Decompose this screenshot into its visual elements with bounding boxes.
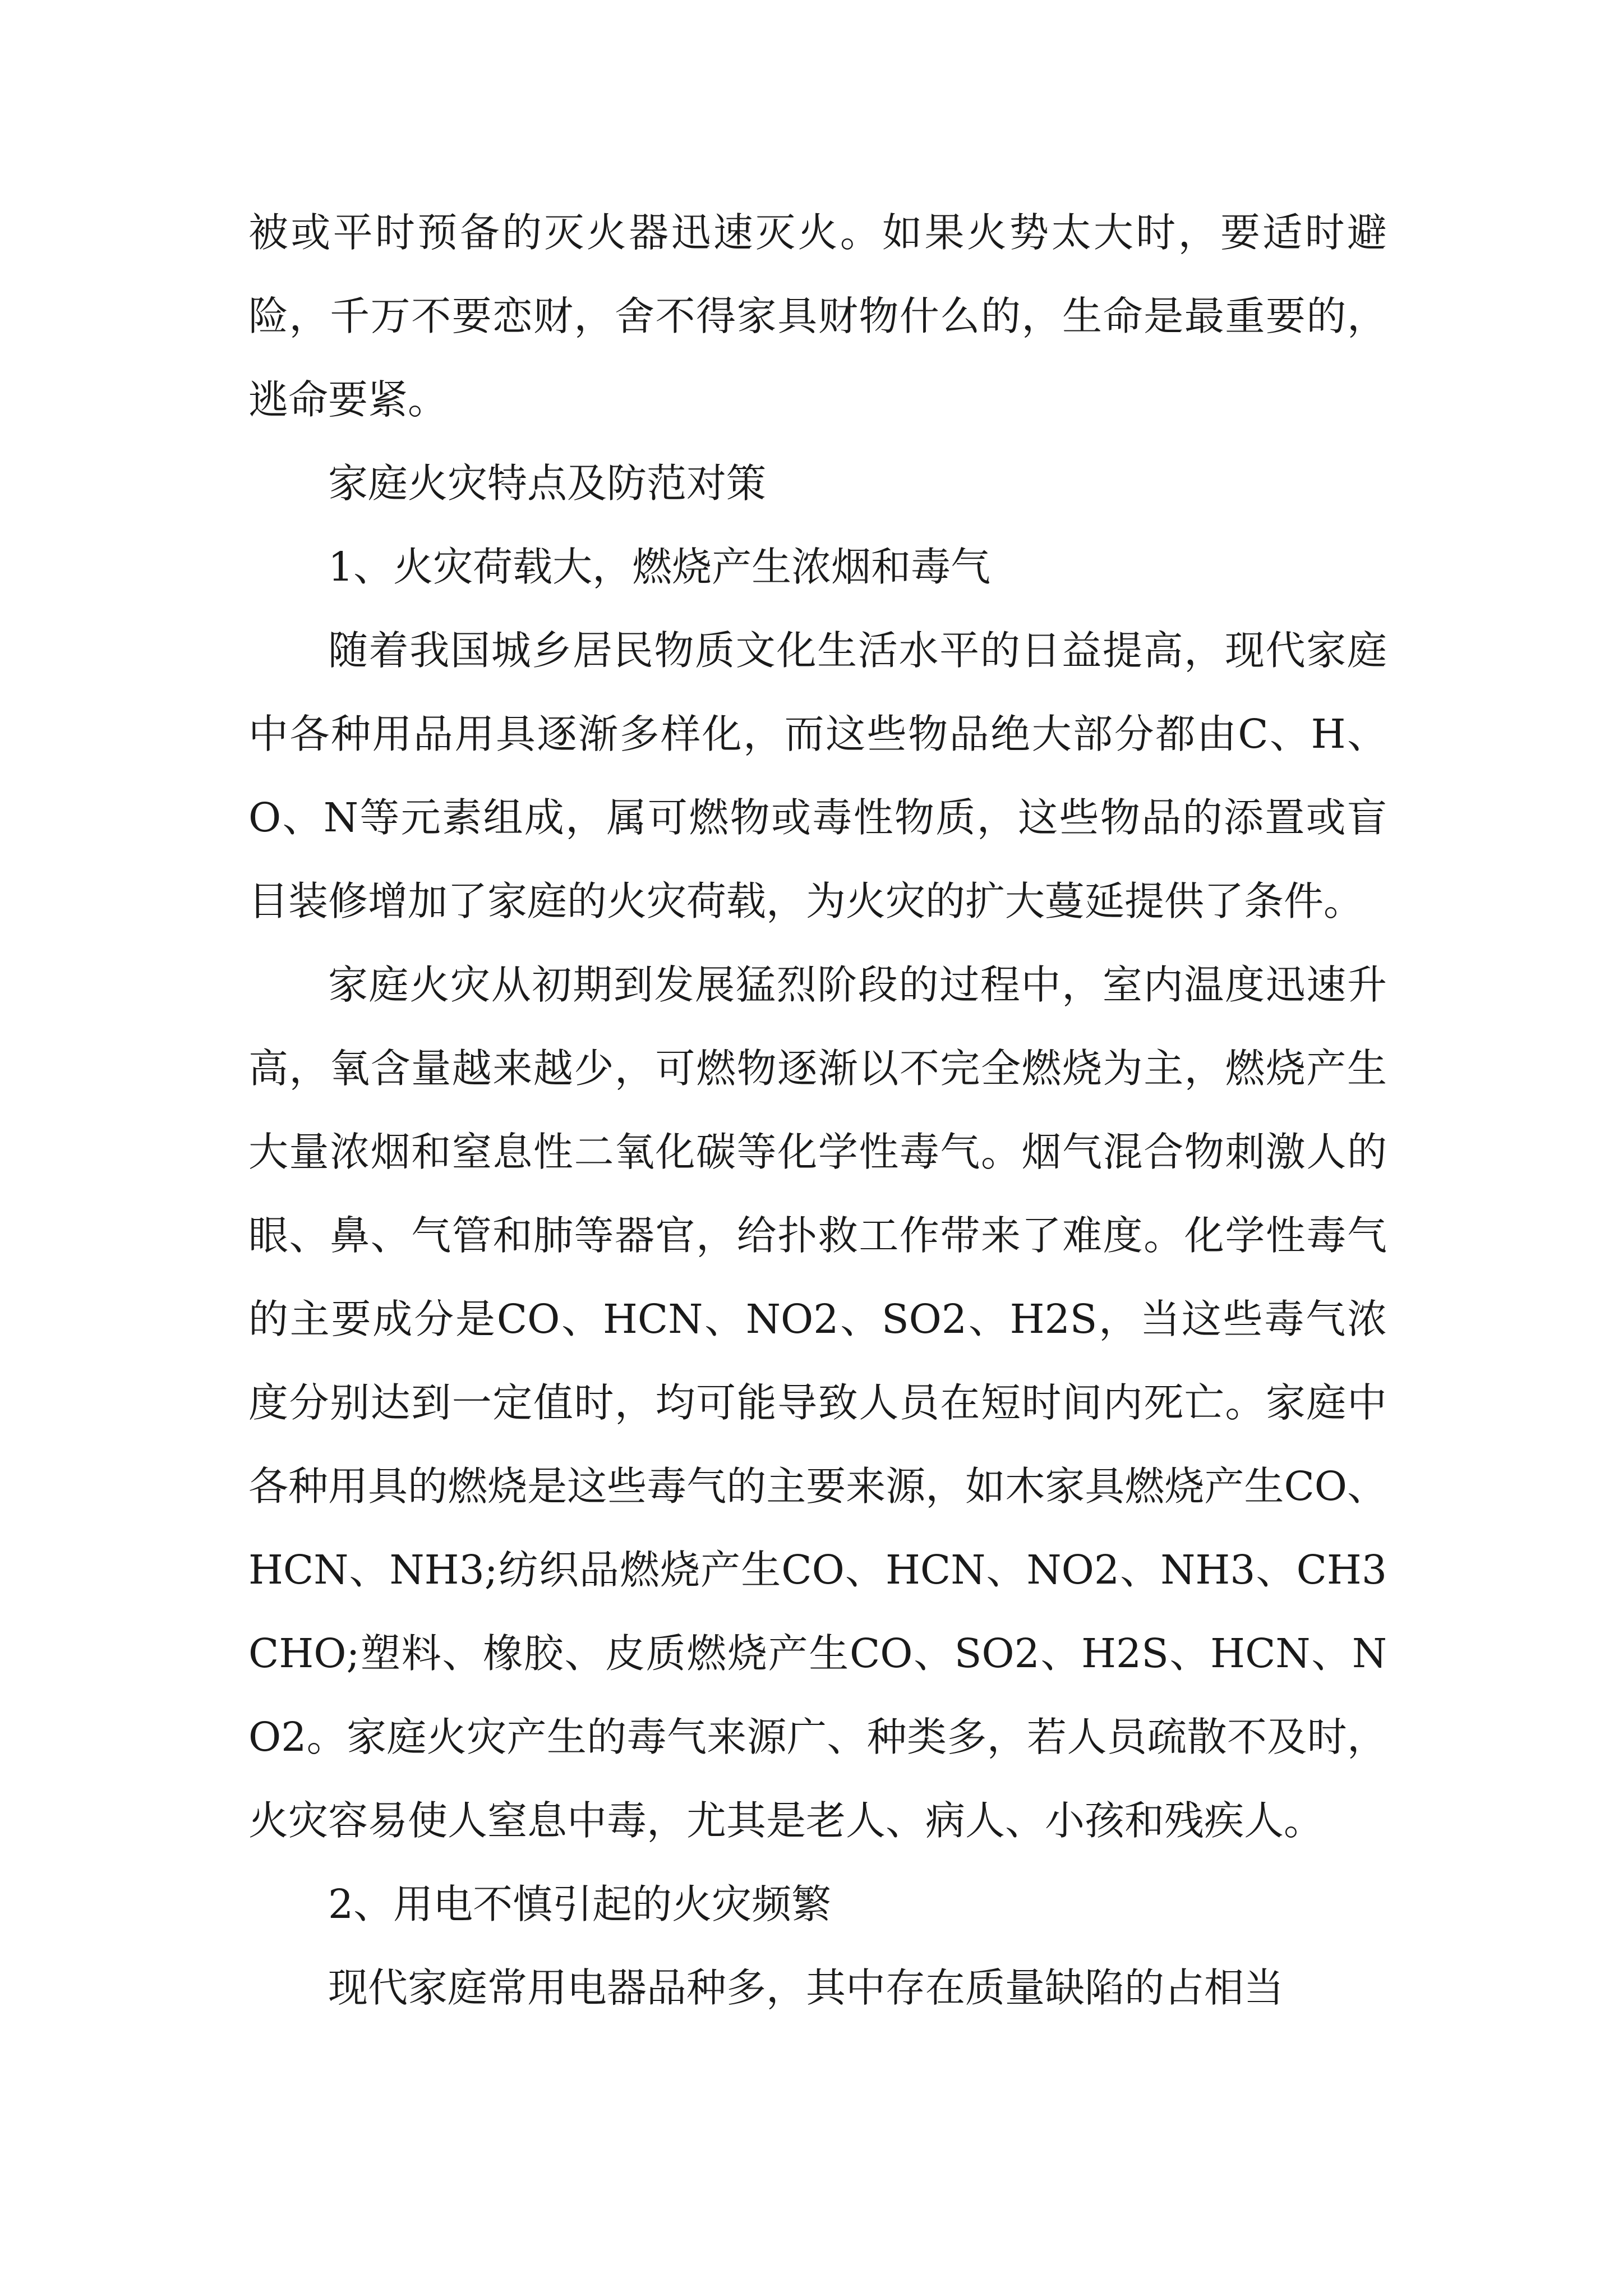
document-body [248, 191, 1387, 2030]
subheading-2: 2、用电不慎引起的火灾频繁 [328, 1881, 832, 1927]
section-heading: 家庭火灾特点及防范对策 [328, 460, 767, 507]
paragraph-continuation: 被或平时预备的灭火器迅速灭火。如果火势太大时，要适时避险，千万不要恋财，舍不得家具财物什么的，生命是最重要的，逃命要紧。 [248, 209, 1387, 423]
subheading-1: 1、火灾荷载大，燃烧产生浓烟和毒气 [328, 544, 991, 590]
paragraph: 随着我国城乡居民物质文化生活水平的日益提高，现代家庭中各种用品用具逐渐多样化，而这些物品绝大部分都由C、H、O、N等元素组成，属可燃物或毒性物质，这些物品的添置或盲目装修增加了家庭的火灾荷载，为火灾的扩大蔓延提供了条件。 [248, 627, 1387, 924]
paragraph: 现代家庭常用电器品种多，其中存在质量缺陷的占相当 [328, 1964, 1284, 2011]
paragraph: 家庭火灾从初期到发展猛烈阶段的过程中，室内温度迅速升高，氧含量越来越少，可燃物逐渐以不完全燃烧为主，燃烧产生大量浓烟和窒息性二氧化碳等化学性毒气。烟气混合物刺激人的眼、鼻、气管和肺等器官，给扑救工作带来了难度。化学性毒气的主要成分是CO、HCN、NO2、SO2、H2S，当这些毒气浓度分别达到一定值时，均可能导致人员在短时间内死亡。家庭中各种用具的燃烧是这些毒气的主要来源，如木家具燃烧产生CO、HCN、NH3;纺织品燃烧产生CO、HCN、NO2、NH3、CH3CHO;塑料、橡胶、皮质燃烧产生CO、SO2、H2S、HCN、NO2。家庭火灾产生的毒气来源广、种类多，若人员疏散不及时，火灾容易使人窒息中毒，尤其是老人、病人、小孩和残疾人。 [248, 961, 1387, 1844]
